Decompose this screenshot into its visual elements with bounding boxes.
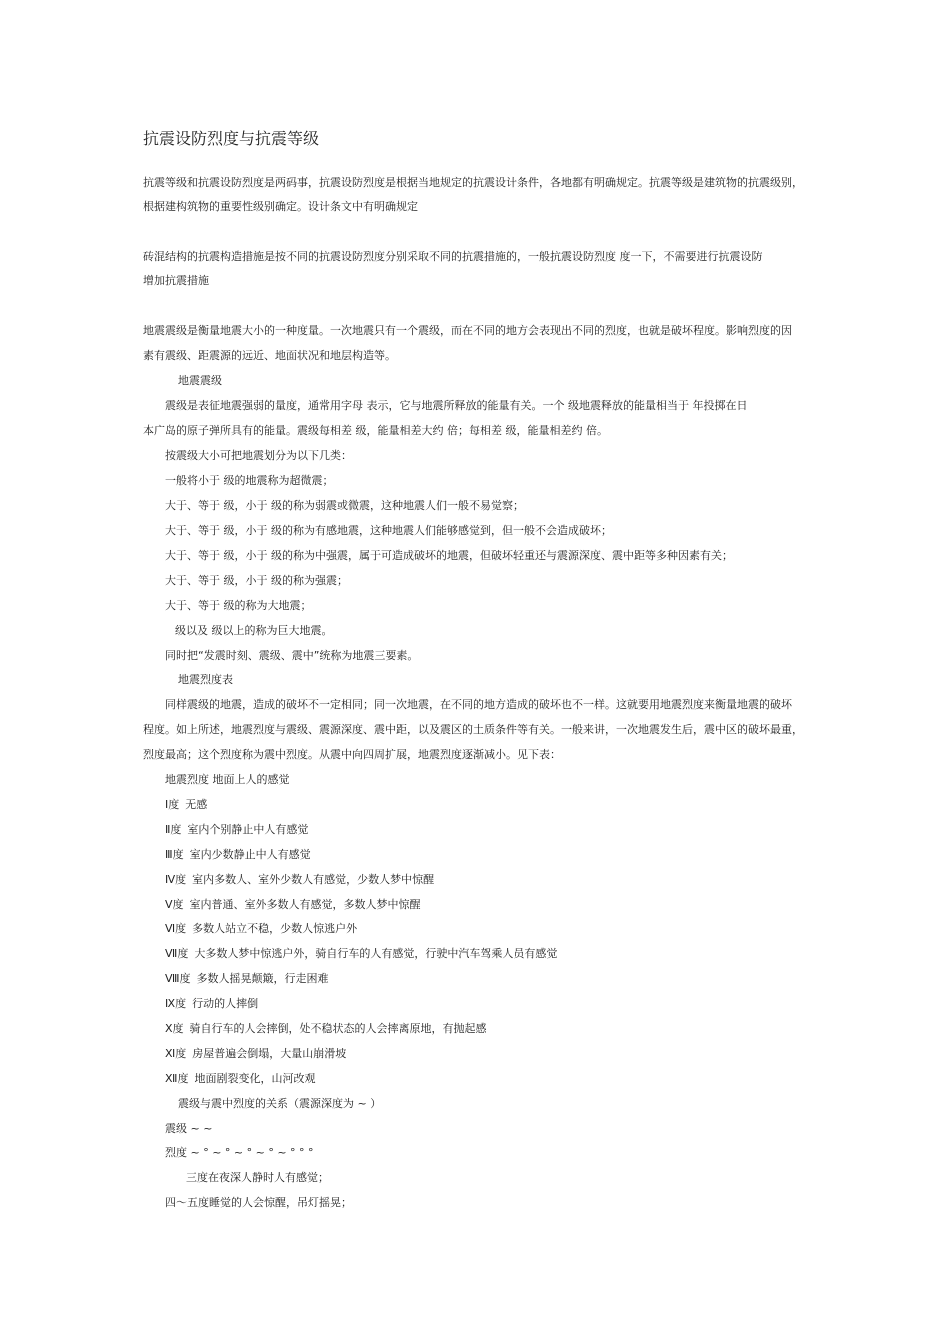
paragraph-line: 三度在夜深人静时人有感觉； [186,1171,329,1184]
feeling-cell: 室内多数人、室外少数人有感觉，少数人梦中惊醒 [192,873,435,886]
table-row [165,1072,315,1086]
degree-cell: Ⅳ度 [165,873,187,886]
paragraph-line: 砖混结构的抗震构造措施是按不同的抗震设防烈度分别采取不同的抗震措施的，一般抗震设防烈度 度一下，不需要进行抗震设防 [143,250,763,263]
table-row [165,873,434,887]
list-item: 一般将小于 级的地震称为超微震； [165,474,334,487]
paragraph-line: 同样震级的地震，造成的破坏不一定相同；同一次地震，在不同的地方造成的破坏也不一样。这就要用地震烈度来衡量地震的破坏 [165,698,792,711]
list-item: 级以及 级以上的称为巨大地震。 [175,624,333,637]
page-title: 抗震设防烈度与抗震等级 [143,129,320,148]
section-heading: 地震震级 [178,374,222,387]
paragraph-line: 震级是表征地震强弱的量度，通常用字母 表示，它与地震所释放的能量有关。一个 级地震释放的能量相当于 年投掷在日 [165,399,748,412]
feeling-cell: 房屋普遍会倒塌，大量山崩滑坡 [192,1047,347,1060]
table-header: 地震烈度 地面上人的感觉 [165,773,290,786]
feeling-cell: 大多数人梦中惊逃户外，骑自行车的人有感觉，行驶中汽车驾乘人员有感觉 [194,947,558,960]
paragraph-line: 同时把“发震时刻、震级、震中”统称为地震三要素。 [165,649,419,662]
degree-cell: Ⅱ度 [165,823,182,836]
table-row [165,1022,487,1036]
degree-cell: Ⅰ度 [165,798,180,811]
list-item: 大于、等于 级，小于 级的称为强震； [165,574,348,587]
paragraph-line: 按震级大小可把地震划分为以下几类： [165,449,352,462]
table-row [165,898,421,912]
paragraph-line: 烈度最高；这个烈度称为震中烈度。从震中向四周扩展，地震烈度逐渐减小。见下表： [143,748,561,761]
degree-cell: Ⅲ度 [165,848,184,861]
section-heading: 地震烈度表 [178,673,233,686]
paragraph-line: 本广岛的原子弹所具有的能量。震级每相差 级，能量相差大约 倍；每相差 级，能量相差约 倍。 [143,424,608,437]
list-item: 大于、等于 级，小于 级的称为中强震，属于可造成破坏的地震，但破坏轻重还与震源深度、震中距等多种因素有关； [165,549,733,562]
paragraph-line: 增加抗震措施 [143,274,209,287]
feeling-cell: 室内普通、室外多数人有感觉，多数人梦中惊醒 [189,898,421,911]
paragraph-line: 素有震级、距震源的远近、地面状况和地层构造等。 [143,349,396,362]
paragraph-line: 程度。如上所述，地震烈度与震级、震源深度、震中距，以及震区的土质条件等有关。一般来讲，一次地震发生后，震中区的破坏最重， [143,723,803,736]
degree-cell: Ⅶ度 [165,947,189,960]
table-row [165,972,329,986]
table-row [165,798,207,812]
feeling-cell: 多数人站立不稳，少数人惊逃户外 [192,922,358,935]
table-row [165,848,311,862]
degree-cell: Ⅴ度 [165,898,184,911]
table-row [165,1047,346,1061]
paragraph-line: 根据建构筑物的重要性级别确定。设计条文中有明确规定 [143,200,418,213]
section-heading: 震级与震中烈度的关系（震源深度为 ~ ） [178,1097,382,1110]
intensity-row: 烈度 ~ ° ~ ° ~ ° ~ ° ~ ° ° ° [165,1146,314,1159]
feeling-cell: 无感 [185,798,208,811]
paragraph-line: 地震震级是衡量地震大小的一种度量。一次地震只有一个震级，而在不同的地方会表现出不同的烈度，也就是破坏程度。影响烈度的因 [143,324,792,337]
feeling-cell: 多数人摇晃颠簸，行走困难 [196,972,329,985]
table-row [165,823,308,837]
list-item: 大于、等于 级的称为大地震； [165,599,312,612]
magnitude-row: 震级 ~ ~ [165,1122,213,1135]
paragraph-line: 四～五度睡觉的人会惊醒，吊灯摇晃； [165,1196,352,1209]
list-item: 大于、等于 级，小于 级的称为有感地震，这种地震人们能够感觉到，但一般不会造成破坏； [165,524,612,537]
feeling-cell: 地面剧裂变化，山河改观 [194,1072,316,1085]
degree-cell: Ⅺ度 [165,1047,187,1060]
degree-cell: Ⅸ度 [165,997,187,1010]
table-row [165,922,357,936]
feeling-cell: 室内少数静止中人有感觉 [189,848,311,861]
list-item: 大于、等于 级，小于 级的称为弱震或微震，这种地震人们一般不易觉察； [165,499,524,512]
degree-cell: Ⅷ度 [165,972,191,985]
degree-cell: Ⅵ度 [165,922,187,935]
feeling-cell: 骑自行车的人会摔倒，处不稳状态的人会摔离原地，有抛起感 [189,1022,487,1035]
table-row [165,947,557,961]
feeling-cell: 行动的人摔倒 [192,997,259,1010]
paragraph-line: 抗震等级和抗震设防烈度是两码事，抗震设防烈度是根据当地规定的抗震设计条件，各地都有明确规定。抗震等级是建筑物的抗震级别， [143,176,803,189]
degree-cell: Ⅻ度 [165,1072,189,1085]
degree-cell: Ⅹ度 [165,1022,184,1035]
feeling-cell: 室内个别静止中人有感觉 [187,823,309,836]
table-row [165,997,258,1011]
